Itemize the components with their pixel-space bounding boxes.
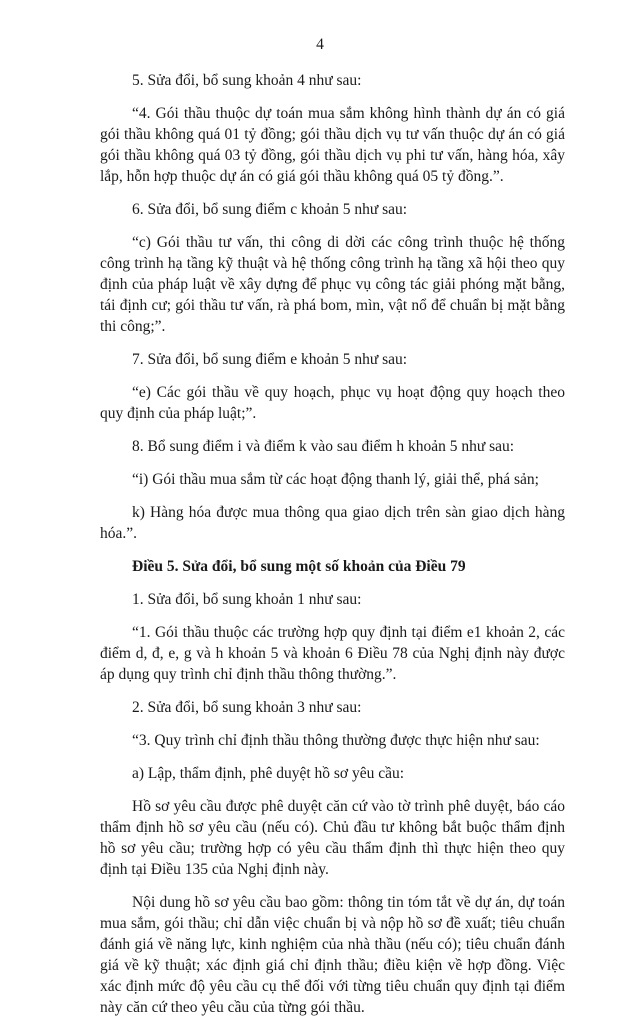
- paragraph: 5. Sửa đổi, bổ sung khoản 4 như sau:: [132, 72, 362, 89]
- paragraph: “e) Các gói thầu về quy hoạch, phục vụ hoạt động quy hoạch theo quy định của pháp luật;”.: [100, 384, 565, 422]
- paragraph: 8. Bổ sung điểm i và điểm k vào sau điểm h khoản 5 như sau:: [132, 438, 515, 455]
- paragraph: “3. Quy trình chỉ định thầu thông thường được thực hiện như sau:: [132, 732, 540, 749]
- paragraph: a) Lập, thẩm định, phê duyệt hồ sơ yêu cầu:: [132, 765, 405, 782]
- page-number: 4: [316, 36, 324, 53]
- paragraph: “i) Gói thầu mua sắm từ các hoạt động thanh lý, giải thể, phá sản;: [132, 471, 539, 488]
- paragraph: 6. Sửa đổi, bổ sung điểm c khoản 5 như sau:: [132, 201, 408, 218]
- paragraph: 2. Sửa đổi, bổ sung khoản 3 như sau:: [132, 699, 362, 716]
- paragraph: “4. Gói thầu thuộc dự toán mua sắm không hình thành dự án có giá gói thầu không quá 01 tỷ đồng; gói thầu dịch vụ tư vấn thuộc dự án có giá gói thầu không quá 03 tỷ đồng, gói thầu dịch vụ phi tư vấn, hàng hóa, xây lắp, hỗn hợp thuộc dự án có giá gói thầu không quá 05 tỷ đồng.”.: [100, 105, 565, 185]
- paragraph: “1. Gói thầu thuộc các trường hợp quy định tại điểm e1 khoản 2, các điểm d, đ, e, g và h khoản 5 và khoản 6 Điều 78 của Nghị định này được áp dụng quy trình chỉ định thầu thông thường.”.: [100, 624, 565, 683]
- paragraph: “c) Gói thầu tư vấn, thi công di dời các công trình thuộc hệ thống công trình hạ tầng kỹ thuật và hệ thống công trình hạ tầng xã hội theo quy định của pháp luật về xây dựng để phục vụ công tác giải phóng mặt bằng, tái định cư; gói thầu tư vấn, rà phá bom, mìn, vật nổ để chuẩn bị mặt bằng thi công;”.: [100, 234, 565, 335]
- paragraph: 1. Sửa đổi, bổ sung khoản 1 như sau:: [132, 591, 362, 608]
- paragraph: k) Hàng hóa được mua thông qua giao dịch trên sàn giao dịch hàng hóa.”.: [100, 504, 565, 542]
- paragraph: 7. Sửa đổi, bổ sung điểm e khoản 5 như sau:: [132, 351, 408, 368]
- document-body: [100, 70, 565, 1030]
- paragraph: Nội dung hồ sơ yêu cầu bao gồm: thông tin tóm tắt về dự án, dự toán mua sắm, gói thầu; chỉ dẫn việc chuẩn bị và nộp hồ sơ đề xuất; tiêu chuẩn đánh giá về năng lực, kinh nghiệm của nhà thầu (nếu có); tiêu chuẩn đánh giá về kỹ thuật; xác định giá chỉ định thầu; điều kiện về hợp đồng. Việc xác định mức độ yêu cầu cụ thể đối với từng tiêu chuẩn quy định tại điểm này căn cứ theo yêu cầu của từng gói thầu.: [100, 894, 565, 1016]
- article-heading: Điều 5. Sửa đổi, bổ sung một số khoản của Điều 79: [132, 558, 466, 575]
- paragraph: Hồ sơ yêu cầu được phê duyệt căn cứ vào tờ trình phê duyệt, báo cáo thẩm định hồ sơ yêu cầu (nếu có). Chủ đầu tư không bắt buộc thẩm định hồ sơ yêu cầu; trường hợp có yêu cầu thẩm định thì thực hiện theo quy định tại Điều 135 của Nghị định này.: [100, 798, 565, 878]
